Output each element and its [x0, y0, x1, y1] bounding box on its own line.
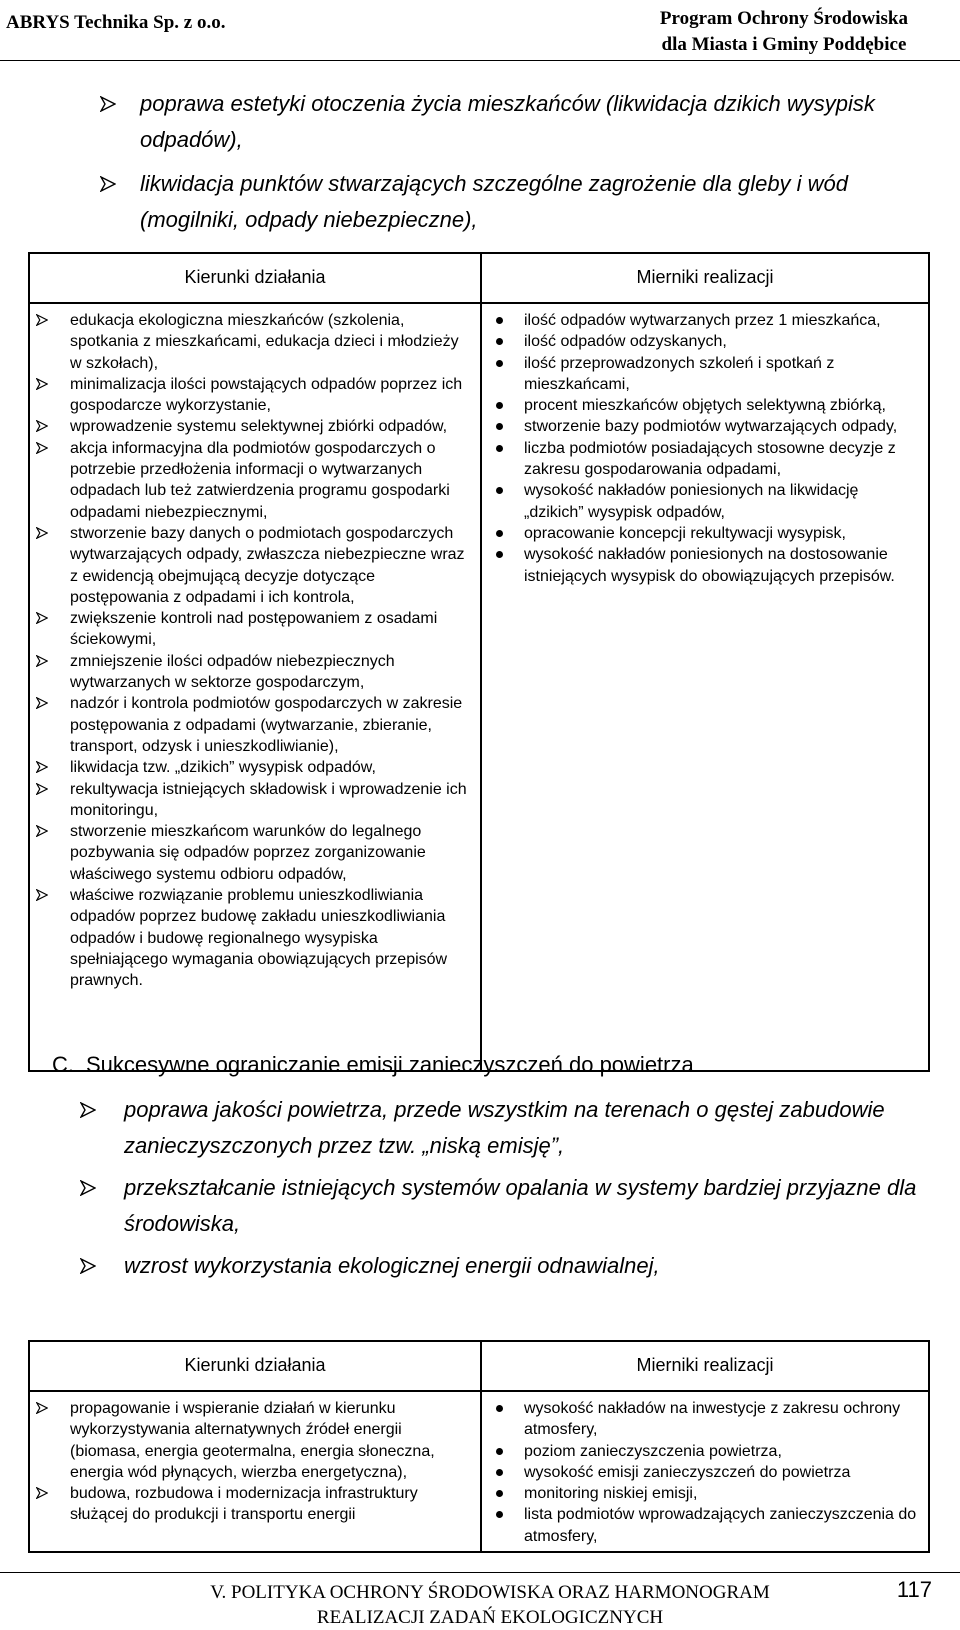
measure-item: liczba podmiotów posiadających stosowne decyzje z zakresu gospodarowania odpadami,	[482, 438, 922, 481]
section-c-bullet-item: wzrost wykorzystania ekologicznej energii odnawialnej,	[0, 1248, 960, 1284]
arrowhead-bullet-icon	[80, 1258, 96, 1274]
top-bullet-list	[0, 86, 960, 238]
arrowhead-bullet-icon	[36, 1487, 48, 1499]
arrowhead-bullet-icon	[36, 378, 48, 390]
measure-item: wysokość nakładów poniesionych na dostosowanie istniejących wysypisk do obowiązujących przepisów.	[482, 544, 922, 587]
measure-item: stworzenie bazy podmiotów wytwarzających odpady,	[482, 416, 922, 437]
arrowhead-bullet-icon	[80, 1180, 96, 1196]
footer-rule	[0, 1572, 960, 1573]
table1-directions-header: Kierunki działania	[29, 253, 481, 303]
company-name: ABRYS Technika Sp. z o.o.	[6, 12, 226, 33]
table2-directions-list	[32, 1398, 474, 1526]
section-title: Sukcesywne ograniczanie emisji zanieczyszczeń do powietrza	[86, 1052, 694, 1077]
direction-item: stworzenie bazy danych o podmiotach gospodarczych wytwarzających odpady, zwłaszcza niebezpieczne wraz z ewidencją obejmującą decyzje dotyczące postępowania z odpadami i ich kontrola,	[32, 523, 474, 608]
section-c-heading	[52, 1052, 694, 1078]
direction-item: wprowadzenie systemu selektywnej zbiórki odpadów,	[32, 416, 474, 437]
arrowhead-bullet-icon	[36, 825, 48, 837]
direction-item: zmniejszenie ilości odpadów niebezpiecznych wytwarzanych w sektorze gospodarczym,	[32, 651, 474, 694]
bullet-dot-icon	[496, 1490, 503, 1497]
table2-measures-header: Mierniki realizacji	[481, 1341, 929, 1391]
waste-actions-table	[28, 252, 930, 1072]
arrowhead-bullet-icon	[36, 420, 48, 432]
direction-item: nadzór i kontrola podmiotów gospodarczych w zakresie postępowania z odpadami (wytwarzanie, zbieranie, transport, odzysk i unieszkodliwianie),	[32, 693, 474, 757]
page-number: 117	[896, 1577, 932, 1602]
page-header	[0, 6, 960, 55]
chapter-title-line2: REALIZACJI ZADAŃ EKOLOGICZNYCH	[316, 1607, 664, 1628]
arrowhead-bullet-icon	[100, 176, 116, 192]
top-bullet-item: likwidacja punktów stwarzających szczególne zagrożenie dla gleby i wód (mogilniki, odpady niebezpieczne),	[0, 166, 960, 238]
arrowhead-bullet-icon	[36, 697, 48, 709]
measure-item: ilość odpadów wytwarzanych przez 1 mieszkańca,	[482, 310, 922, 331]
direction-item: właściwe rozwiązanie problemu unieszkodliwiania odpadów poprzez budowę zakładu unieszkodliwiania odpadów i budowę regionalnego wysypiska spełniającego wymagania obowiązujących przepisów prawnych.	[32, 885, 474, 991]
bullet-dot-icon	[496, 1448, 503, 1455]
direction-item: budowa, rozbudowa i modernizacja infrastruktury służącej do produkcji i transportu energii	[32, 1483, 474, 1526]
measure-item: opracowanie koncepcji rekultywacji wysypisk,	[482, 523, 922, 544]
arrowhead-bullet-icon	[80, 1102, 96, 1118]
table1-measures-cell	[481, 303, 929, 1071]
direction-item: akcja informacyjna dla podmiotów gospodarczych o potrzebie przedłożenia informacji o wytwarzanych odpadach lub też zatwierdzenia programu gospodarki odpadami niebezpiecznymi,	[32, 438, 474, 523]
table1-directions-cell	[29, 303, 481, 1071]
arrowhead-bullet-icon	[36, 889, 48, 901]
section-c-bullet-list	[0, 1092, 960, 1284]
section-c-bullet-item: poprawa jakości powietrza, przede wszystkim na terenach o gęstej zabudowie zanieczyszczonych przez tzw. „niską emisję”,	[0, 1092, 960, 1164]
arrowhead-bullet-icon	[36, 527, 48, 539]
arrowhead-bullet-icon	[36, 612, 48, 624]
arrowhead-bullet-icon	[36, 783, 48, 795]
program-title-line1: Program Ochrony Środowiska	[659, 8, 908, 29]
measure-item: lista podmiotów wprowadzających zanieczyszczenia do atmosfery,	[482, 1504, 922, 1547]
bullet-dot-icon	[496, 360, 503, 367]
chapter-title-line1: V. POLITYKA OCHRONY ŚRODOWISKA ORAZ HARMONOGRAM	[210, 1582, 770, 1603]
table2-directions-cell	[29, 1391, 481, 1552]
air-actions-table	[28, 1340, 930, 1553]
measure-item: poziom zanieczyszczenia powietrza,	[482, 1441, 922, 1462]
measure-item: procent mieszkańców objętych selektywną zbiórką,	[482, 395, 922, 416]
bullet-dot-icon	[496, 487, 503, 494]
arrowhead-bullet-icon	[100, 96, 116, 112]
bullet-dot-icon	[496, 551, 503, 558]
bullet-dot-icon	[496, 402, 503, 409]
measure-item: wysokość emisji zanieczyszczeń do powietrza	[482, 1462, 922, 1483]
direction-item: zwiększenie kontroli nad postępowaniem z osadami ściekowymi,	[32, 608, 474, 651]
bullet-dot-icon	[496, 423, 503, 430]
bullet-dot-icon	[496, 445, 503, 452]
direction-item: minimalizacja ilości powstających odpadów poprzez ich gospodarcze wykorzystanie,	[32, 374, 474, 417]
bullet-dot-icon	[496, 338, 503, 345]
arrowhead-bullet-icon	[36, 761, 48, 773]
measure-item: ilość przeprowadzonych szkoleń i spotkań z mieszkańcami,	[482, 353, 922, 396]
table1-measures-list	[482, 310, 922, 587]
arrowhead-bullet-icon	[36, 442, 48, 454]
table2-measures-cell	[481, 1391, 929, 1552]
measure-item: wysokość nakładów na inwestycje z zakresu ochrony atmosfery,	[482, 1398, 922, 1441]
direction-item: rekultywacja istniejących składowisk i wprowadzenie ich monitoringu,	[32, 779, 474, 822]
measure-item: wysokość nakładów poniesionych na likwidację „dzikich” wysypisk odpadów,	[482, 480, 922, 523]
direction-item: edukacja ekologiczna mieszkańców (szkolenia, spotkania z mieszkańcami, edukacja dzieci i młodzieży w szkołach),	[32, 310, 474, 374]
program-title	[660, 6, 908, 58]
chapter-title	[140, 1580, 840, 1630]
bullet-dot-icon	[496, 530, 503, 537]
bullet-dot-icon	[496, 1511, 503, 1518]
table1-directions-list	[32, 310, 474, 992]
direction-item: likwidacja tzw. „dzikich” wysypisk odpadów,	[32, 757, 474, 778]
arrowhead-bullet-icon	[36, 1402, 48, 1414]
arrowhead-bullet-icon	[36, 314, 48, 326]
measure-item: ilość odpadów odzyskanych,	[482, 331, 922, 352]
bullet-dot-icon	[496, 317, 503, 324]
table2-directions-header: Kierunki działania	[29, 1341, 481, 1391]
section-c-bullet-item: przekształcanie istniejących systemów opalania w systemy bardziej przyjazne dla środowiska,	[0, 1170, 960, 1242]
header-rule	[0, 60, 960, 61]
program-title-line2: dla Miasta i Gminy Poddębice	[661, 34, 907, 55]
table2-measures-list	[482, 1398, 922, 1547]
direction-item: stworzenie mieszkańcom warunków do legalnego pozbywania się odpadów poprzez zorganizowanie właściwego systemu odbioru odpadów,	[32, 821, 474, 885]
bullet-dot-icon	[496, 1405, 503, 1412]
bullet-dot-icon	[496, 1469, 503, 1476]
direction-item: propagowanie i wspieranie działań w kierunku wykorzystywania alternatywnych źródeł energii (biomasa, energia geotermalna, energia słoneczna, energia wód płynących, wierzba energetyczna),	[32, 1398, 474, 1483]
top-bullet-item: poprawa estetyki otoczenia życia mieszkańców (likwidacja dzikich wysypisk odpadów),	[0, 86, 960, 158]
section-letter: C.	[52, 1052, 74, 1077]
measure-item: monitoring niskiej emisji,	[482, 1483, 922, 1504]
arrowhead-bullet-icon	[36, 655, 48, 667]
table1-measures-header: Mierniki realizacji	[481, 253, 929, 303]
